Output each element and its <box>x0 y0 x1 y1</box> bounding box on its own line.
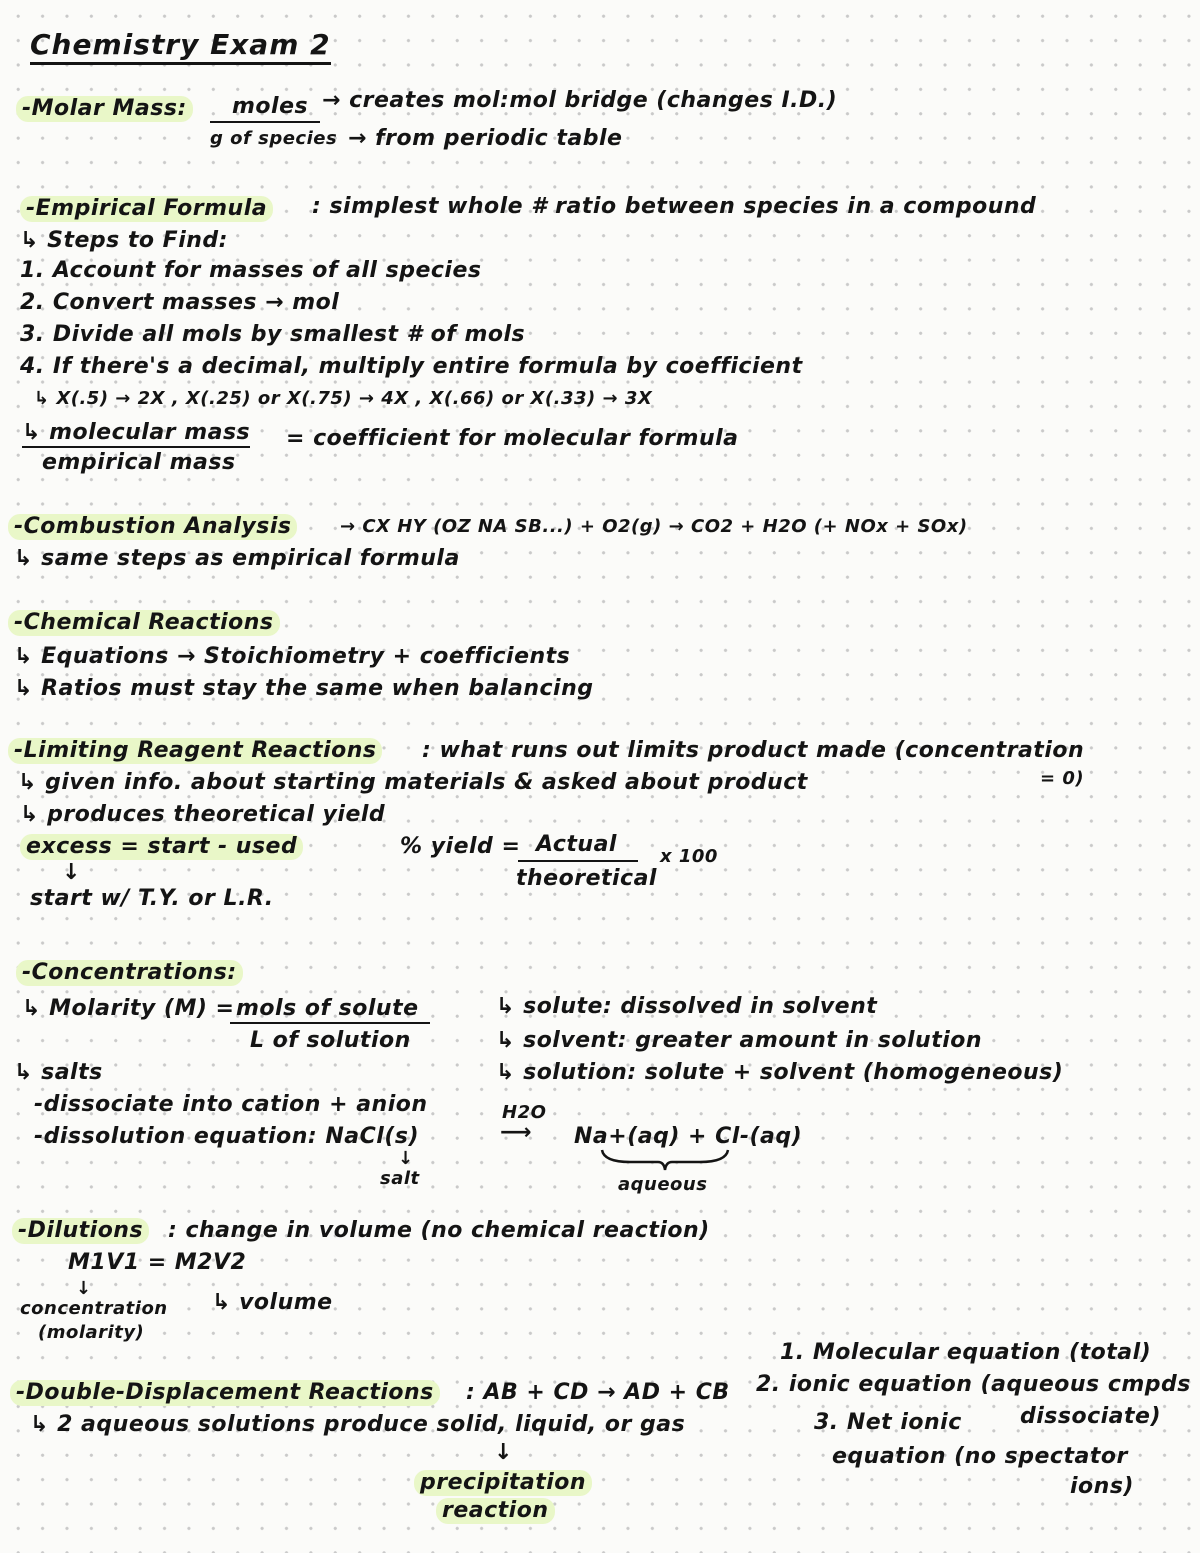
combustion-equation: → CX HY (OZ NA SB...) + O2(g) → CO2 + H2O (+ NOx + SOx) <box>340 516 968 537</box>
salt-arrow: ↓ <box>398 1148 414 1169</box>
percent-yield-numerator: Actual <box>536 832 617 857</box>
empirical-step-3: 3. Divide all mols by smallest # of mols <box>20 322 526 347</box>
limiting-definition-end: = 0) <box>1040 768 1085 789</box>
percent-yield-label: % yield = <box>400 834 521 859</box>
precipitation-label: precipitation <box>414 1470 592 1496</box>
percent-yield-multiplier: x 100 <box>660 846 718 867</box>
empirical-step-1: 1. Account for masses of all species <box>20 258 482 283</box>
dilution-formula: M1V1 = M2V2 <box>68 1250 247 1275</box>
excess-arrow: ↓ <box>62 860 81 885</box>
reactions-heading: -Chemical Reactions <box>8 610 280 636</box>
solvent-definition: ↳ solvent: greater amount in solution <box>496 1028 983 1053</box>
concentration-label: concentration <box>20 1298 168 1319</box>
molar-mass-denominator: g of species <box>210 128 338 149</box>
dissolution-products: Na+(aq) + Cl-(aq) <box>574 1124 803 1149</box>
molar-mass-numerator: moles <box>232 94 309 119</box>
percent-yield-denominator: theoretical <box>516 866 657 891</box>
reactions-line-2: ↳ Ratios must stay the same when balancing <box>14 676 594 701</box>
dissociate-note: -dissociate into cation + anion <box>34 1092 428 1117</box>
start-with-note: start w/ T.Y. or L.R. <box>30 886 274 911</box>
molar-mass-numerator-note: → creates mol:mol bridge (changes I.D.) <box>322 88 838 113</box>
empirical-step-2: 2. Convert masses → mol <box>20 290 340 315</box>
equation-list-2: 2. ionic equation (aqueous cmpds <box>756 1372 1191 1397</box>
aqueous-brace <box>600 1148 730 1172</box>
empirical-steps-heading: ↳ Steps to Find: <box>20 228 228 253</box>
molarity-denominator: L of solution <box>250 1028 411 1053</box>
solution-definition: ↳ solution: solute + solvent (homogeneous) <box>496 1060 1064 1085</box>
reaction-arrow: ⟶ <box>500 1120 533 1145</box>
limiting-heading: -Limiting Reagent Reactions <box>8 738 382 764</box>
fraction-bar <box>230 1022 430 1024</box>
water-label: H2O <box>502 1102 547 1123</box>
salts-label: ↳ salts <box>14 1060 103 1085</box>
reaction-label: reaction <box>436 1498 555 1524</box>
equation-list-3: 3. Net ionic <box>814 1410 962 1435</box>
equation-list-1: 1. Molecular equation (total) <box>780 1340 1152 1365</box>
salt-label: salt <box>380 1168 420 1189</box>
dilutions-heading: -Dilutions <box>12 1218 149 1244</box>
aqueous-label: aqueous <box>618 1174 708 1195</box>
molecular-mass-ratio-note: = coefficient for molecular formula <box>286 426 739 451</box>
precipitation-arrow: ↓ <box>494 1440 513 1465</box>
excess-formula: excess = start - used <box>20 834 303 860</box>
molarity-note: (molarity) <box>38 1322 145 1343</box>
double-displacement-heading: -Double-Displacement Reactions <box>10 1380 440 1406</box>
molarity-numerator: mols of solute <box>236 996 419 1021</box>
page-title: Chemistry Exam 2 <box>30 28 331 65</box>
double-displacement-note: ↳ 2 aqueous solutions produce solid, liquid, or gas <box>30 1412 686 1437</box>
volume-label: ↳ volume <box>212 1290 333 1315</box>
concentration-arrow: ↓ <box>76 1278 92 1299</box>
equation-list-3-end: ions) <box>1070 1474 1134 1499</box>
limiting-definition: : what runs out limits product made (concentration <box>422 738 1085 763</box>
molecular-mass-ratio-numerator: ↳ molecular mass <box>22 420 250 448</box>
molar-mass-denominator-note: → from periodic table <box>348 126 623 151</box>
solute-definition: ↳ solute: dissolved in solvent <box>496 994 878 1019</box>
empirical-step-4: 4. If there's a decimal, multiply entire formula by coefficient <box>20 354 803 379</box>
dissolution-equation: -dissolution equation: NaCl(s) <box>34 1124 420 1149</box>
molecular-mass-ratio-denominator: empirical mass <box>42 450 236 475</box>
limiting-line-1: ↳ given info. about starting materials & asked about product <box>18 770 808 795</box>
double-displacement-equation: : AB + CD → AD + CB <box>466 1380 730 1405</box>
fraction-bar <box>210 121 320 123</box>
limiting-line-2: ↳ produces theoretical yield <box>20 802 386 827</box>
empirical-step-4-note: ↳ X(.5) → 2X , X(.25) or X(.75) → 4X , X(.66) or X(.33) → 3X <box>34 388 653 409</box>
molar-mass-heading: -Molar Mass: <box>16 96 193 122</box>
reactions-line-1: ↳ Equations → Stoichiometry + coefficients <box>14 644 571 669</box>
combustion-note: ↳ same steps as empirical formula <box>14 546 460 571</box>
combustion-heading: -Combustion Analysis <box>8 514 297 540</box>
dilutions-definition: : change in volume (no chemical reaction) <box>168 1218 710 1243</box>
concentrations-heading: -Concentrations: <box>16 960 243 986</box>
equation-list-2-cont: dissociate) <box>1020 1404 1162 1429</box>
fraction-bar <box>518 860 638 862</box>
empirical-heading: -Empirical Formula <box>20 196 273 222</box>
empirical-definition: : simplest whole # ratio between species in a compound <box>312 194 1037 219</box>
molarity-label: ↳ Molarity (M) = <box>22 996 235 1021</box>
equation-list-3-cont: equation (no spectator <box>832 1444 1128 1469</box>
